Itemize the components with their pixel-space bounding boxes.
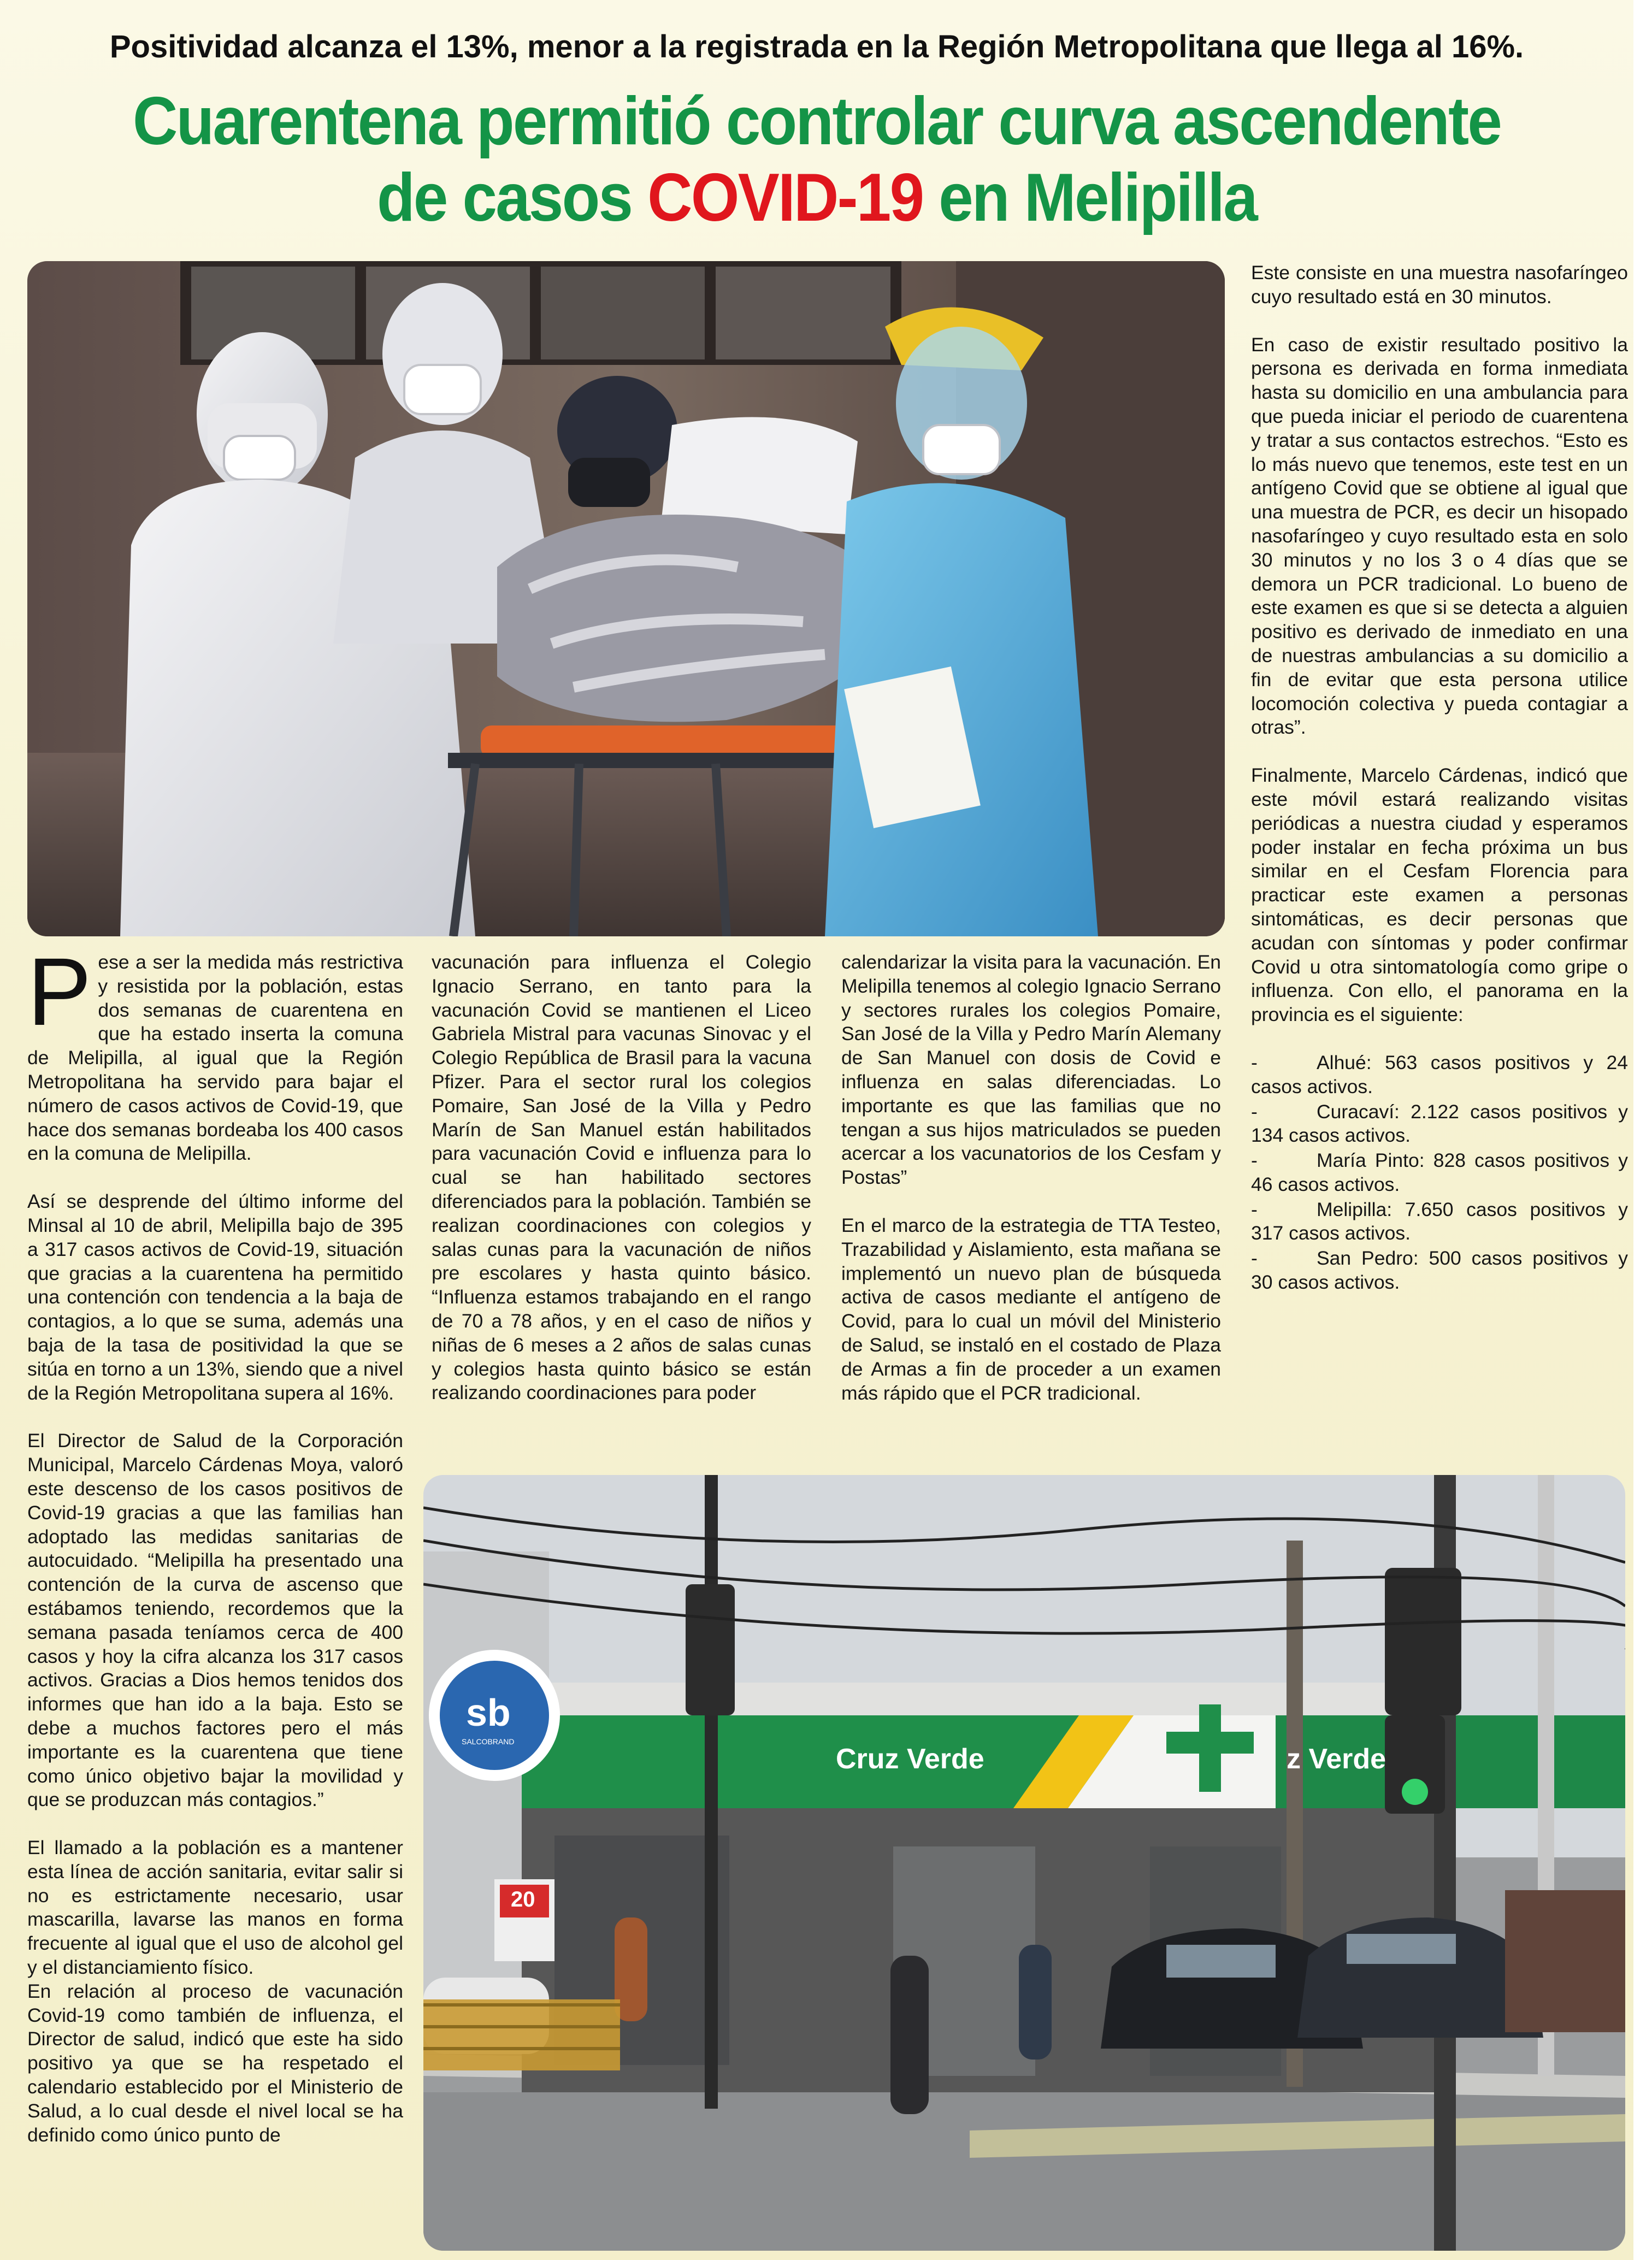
col4-paragraph-3: Finalmente, Marcelo Cárdenas, indicó que este móvil estará realizando visitas periódicas a nuestra ciudad y esperamos poder instalar en fecha próxima un bus similar en el Cesfam Florencia para practicar este examen a personas sintomáticas, es decir personas que acudan con síntomas y poder confirmar Covid u otra sintomatología como gripe o influenza. Con ello, el panorama en la provincia es el siguiente: [1251, 764, 1628, 1026]
photo-street-corner [423, 1475, 1625, 2251]
col1-paragraph-2: Así se desprende del último informe del Minsal al 10 de abril, Melipilla bajo de 395 a 317 casos activos de Covid-19, situación que gracias a la cuarentena ha permitido una contención con tendencia a la baja de contagios, a lo que se suma, además una baja de la tasa de positividad la que se sitúa en torno a un 13%, siendo que a nivel de la Región Metropolitana supera al 16%. [27, 1190, 403, 1404]
kicker: Positividad alcanza el 13%, menor a la registrada en la Región Metropolitana que llega al 16%. [109, 29, 1524, 64]
list-item: - Curacaví: 2.122 casos positivos y 134 casos activos. [1251, 1100, 1628, 1147]
col1-paragraph-4: El llamado a la población es a mantener esta línea de acción sanitaria, evitar salir si no es estrictamente necesario, usar mascarilla, lavarse las manos en forma frecuente al igual que el uso de alcohol gel y el distanciamiento físico. [27, 1837, 403, 1979]
province-list [1251, 1051, 1628, 1295]
dropcap: P [27, 939, 92, 1046]
headline-text-1: Cuarentena permitió controlar curva ascendente [132, 84, 1501, 159]
health-workers-stretcher-photo [27, 261, 1225, 936]
col3-paragraph-2: En el marco de la estrategia de TTA Testeo, Trazabilidad y Aislamiento, esta mañana se implementó un nuevo plan de búsqueda activa de casos mediante el antígeno de Covid, para lo cual un móvil del Ministerio de Salud, se instaló en el costado de Plaza de Armas a fin de proceder a un examen más rápido que el PCR tradicional. [841, 1214, 1221, 1404]
headline-line-2 [66, 160, 1568, 235]
col3-paragraph-1: calendarizar la visita para la vacunación. En Melipilla tenemos al colegio Ignacio Serrano y sectores rurales los colegios Pomaire, San José de la Villa y Pedro Marín Alemany de San Manuel con dosis de Covid e influenza en salas diferenciadas. Lo importante es que las familias que no tengan a sus hijos matriculados se pueden acercar a los vacunatorios de los Cesfam y Postas” [841, 951, 1221, 1189]
col1-paragraph-3: El Director de Salud de la Corporación Municipal, Marcelo Cárdenas Moya, valoró este descenso de los casos positivos de Covid-19 gracias a que las familias han adoptado las medidas sanitarias de autocuidado. “Melipilla ha presentado una contención de la curva de ascenso que estábamos teniendo, recordemos que la semana pasada teníamos cerca de 400 casos y hoy la cifra alcanza los 317 casos activos. Gracias a Dios hemos tenidos dos informes que han ido a la baja. Esto se debe a muchos factores pero el más importante es la cuarentena que tiene como único objetivo bajar la movilidad y que se produzcan más contagios.” [27, 1430, 403, 1811]
photo-health-workers [27, 261, 1225, 936]
cruz-verde-sign: Cruz Verde [836, 1743, 984, 1775]
col4-paragraph-2: En caso de existir resultado positivo la persona es derivada en forma inmediata hasta su domicilio en una ambulancia para que pueda iniciar el periodo de cuarentena y tratar a sus contactos estrechos. “Esto es lo más nuevo que tenemos, este test en un antígeno Covid que se obtiene al igual que una muestra de PCR, es decir un hisopado nasofaríngeo y cuyo resultado esta en solo 30 minutos y no los 3 o 4 días que se demora un PCR tradicional. Lo bueno de este examen es que si se detecta a alguien positivo es derivado de inmediato en una de nuestras ambulancias a su domicilio a fin de evitar que esta persona utilice locomoción colectiva y pueda contagiar a otras”. [1251, 333, 1628, 739]
col2-paragraph-1: vacunación para influenza el Colegio Ignacio Serrano, en tanto para la vacunación Covid se mantienen el Liceo Gabriela Mistral para vacunas Sinovac y el Colegio República de Brasil para la vacuna Pfizer. Para el sector rural los colegios Pomaire, San José de la Villa y Pedro Marín de San Manuel están habilitados para vacunación Covid e influenza para lo cual se han habilitado sectores diferenciados para la población. También se realizan coordinaciones con colegios y salas cunas para la vacunación de niños pre escolares y hasta quinto básico. “Influenza estamos trabajando en el rango de 70 a 78 años, y en el caso de niños y niñas de 6 meses a 2 años de salas cunas y colegios hasta quinto básico se están realizando coordinaciones para poder [432, 951, 811, 1404]
col1-paragraph-5: En relación al proceso de vacunación Covid-19 como también de influenza, el Director de salud, indicó que este ha sido positivo ya que se ha respetado el calendario establecido por el Ministerio de Salud, a lo cual desde el nivel local se ha definido como único punto de [27, 1980, 403, 2146]
cruz-verde-sign-2: z Verde [1287, 1743, 1386, 1775]
bank-logo-sub: SALCOBRAND [462, 1737, 515, 1746]
list-item: - Melipilla: 7.650 casos positivos y 317 casos activos. [1251, 1198, 1628, 1244]
headline-line-1 [66, 84, 1568, 159]
column-2 [432, 951, 811, 1405]
column-4 [1251, 261, 1628, 1296]
list-item: - María Pinto: 828 casos positivos y 46 casos activos. [1251, 1149, 1628, 1195]
column-3 [841, 951, 1221, 1405]
col1-paragraph-1: Pese a ser la medida más restrictiva y resistida por la población, estas dos semanas de cuarentena en que ha estado inserta la comuna de Melipilla, al igual que la Región Metropolitana ha servido para bajar el número de casos activos de Covid-19, que hace dos semanas bordeaba los 400 casos en la comuna de Melipilla. [27, 939, 403, 1165]
col4-paragraph-1: Este consiste en una muestra nasofaríngeo cuyo resultado está en 30 minutos. [1251, 262, 1628, 308]
price-sign: 20 [511, 1887, 535, 1911]
bank-logo: sb [466, 1691, 511, 1734]
list-item: - San Pedro: 500 casos positivos y 30 casos activos. [1251, 1247, 1628, 1294]
street-corner-photo [423, 1475, 1625, 2251]
column-1 [27, 939, 403, 2147]
page-margin [1633, 0, 1652, 2260]
list-item: - Alhué: 563 casos positivos y 24 casos activos. [1251, 1051, 1628, 1097]
headline-covid: COVID-19 [647, 160, 923, 235]
headline-text-2a: de casos [377, 160, 648, 235]
headline-text-2b: en Melipilla [923, 160, 1256, 235]
